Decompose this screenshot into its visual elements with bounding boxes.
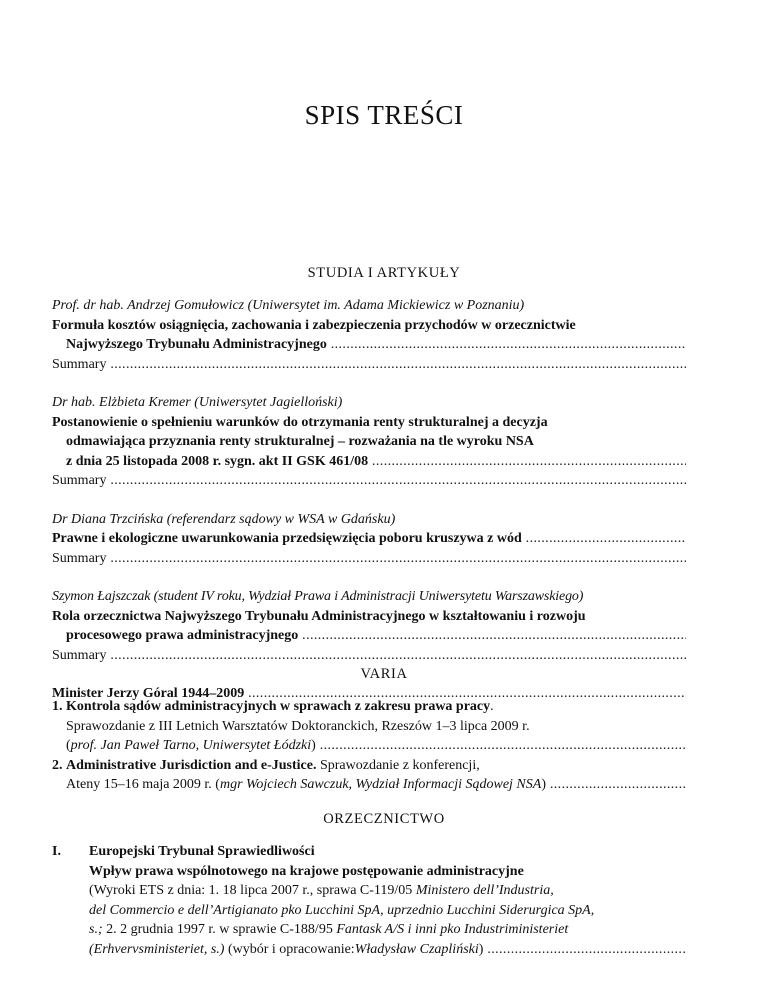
entry-title: odmawiająca przyznania renty strukturalnej – rozważania na tle wyroku NSA (66, 434, 534, 449)
entry-subtitle: Sprawozdanie z konferencji, (316, 757, 480, 773)
toc-entry-memorial[interactable]: Minister Jerzy Góral 1944–2009 ..... (52, 684, 686, 704)
toc-entry[interactable] (52, 393, 686, 491)
entry-summary[interactable]: Summary ..... (52, 646, 686, 666)
entry-title: Administrative Jurisdiction and e-Justice. (66, 757, 317, 773)
entry-title: Najwyższego Trybunału Administracyjnego ..... (52, 335, 686, 355)
entry-title: Wpływ prawa wspólnotowego na krajowe postępowanie administracyjne (89, 863, 524, 879)
entry-text: (Wyroki ETS z dnia: 1. 18 lipca 2007 r., sprawa C-119/05 (89, 883, 416, 898)
toc-orzecznictwo (52, 842, 686, 959)
punctuation: ) (478, 941, 484, 957)
entry-title: Postanowienie o spełnieniu warunków do otrzymania renty strukturalnej a decyzja (52, 414, 548, 430)
case-name: (Erhvervsministeriet, s.) (89, 941, 225, 957)
entry-author: Dr hab. Elżbieta Kremer (Uniwersytet Jagielloński) (52, 395, 343, 410)
entry-author: Prof. dr hab. Andrzej Gomułowicz (Uniwersytet im. Adama Mickiewicz w Poznaniu) (52, 298, 525, 313)
roman-numeral: I. (52, 844, 61, 859)
entry-subtitle: Ateny 15–16 maja 2009 r. ( (66, 777, 220, 792)
entry-text: 2. 2 grudnia 1997 r. w sprawie C-188/95 (102, 922, 337, 937)
toc-entry[interactable] (52, 587, 686, 665)
toc-entry[interactable] (52, 697, 686, 756)
entry-title: procesowego prawa administracyjnego ..... (52, 626, 686, 646)
toc-studia (52, 296, 686, 704)
entry-text: (wybór i opracowanie: (224, 941, 355, 957)
punctuation: ( (66, 738, 71, 753)
toc-entry[interactable] (52, 756, 686, 795)
toc-entry[interactable] (52, 510, 686, 569)
entry-summary[interactable]: Summary ..... (52, 355, 686, 375)
entry-heading: Europejski Trybunał Sprawiedliwości (89, 844, 315, 859)
section-heading-studia: STUDIA I ARTYKUŁY (307, 265, 461, 281)
item-number: 2. (52, 757, 63, 773)
entry-title: z dnia 25 listopada 2008 r. sygn. akt II GSK 461/08 ..... (52, 452, 686, 472)
case-name: s.; (89, 922, 103, 937)
entry-subtitle: Sprawozdanie z III Letnich Warsztatów Doktoranckich, Rzeszów 1–3 lipca 2009 r. (66, 718, 530, 734)
entry-summary[interactable]: Summary ..... (52, 471, 686, 491)
entry-author-line (52, 736, 686, 756)
entry-author: Władysław Czapliński (354, 941, 479, 957)
entry-author: Dr Diana Trzcińska (referendarz sądowy w WSA w Gdańsku) (52, 511, 396, 527)
entry-author: Szymon Łajszczak (student IV roku, Wydział Prawa i Administracji Uniwersytetu Warszawskiego) (52, 589, 584, 604)
case-name: Fantask A/S i inni pko Industriministeriet (336, 922, 569, 937)
entry-title: Rola orzecznictwa Najwyższego Trybunału Administracyjnego w kształtowaniu i rozwoju (52, 608, 586, 624)
toc-entry[interactable] (52, 842, 686, 959)
case-name: Ministero dell’Industria, (415, 883, 554, 898)
entry-author: prof. Jan Paweł Tarno, Uniwersytet Łódzki (70, 738, 312, 753)
entry-author: mgr Wojciech Sawczuk, Wydział Informacji Sądowej NSA (219, 777, 542, 792)
item-number: 1. (52, 699, 63, 714)
entry-summary[interactable]: Summary ..... (52, 549, 686, 569)
entry-details (89, 881, 686, 901)
entry-title: Formuła kosztów osiągnięcia, zachowania i zabezpieczenia przychodów w orzecznictwie (52, 317, 576, 333)
entry-author-line (52, 775, 686, 795)
toc-varia (52, 697, 686, 795)
section-heading-varia: VARIA (360, 666, 408, 682)
entry-title: Prawne i ekologiczne uwarunkowania przedsięwzięcia poboru kruszywa z wód ..... (52, 529, 686, 549)
punctuation: ) (311, 738, 316, 753)
punctuation: . (490, 699, 494, 714)
punctuation: ) (541, 777, 546, 792)
section-heading-orzecznictwo: ORZECZNICTWO (323, 811, 445, 827)
entry-title: Kontrola sądów administracyjnych w sprawach z zakresu prawa pracy (66, 699, 491, 714)
toc-entry[interactable] (52, 296, 686, 374)
case-name: del Commercio e dell’Artigianato pko Lucchini SpA, uprzednio Lucchini Siderurgica SpA, (89, 902, 595, 918)
page-title: SPIS TREŚCI (304, 100, 464, 131)
